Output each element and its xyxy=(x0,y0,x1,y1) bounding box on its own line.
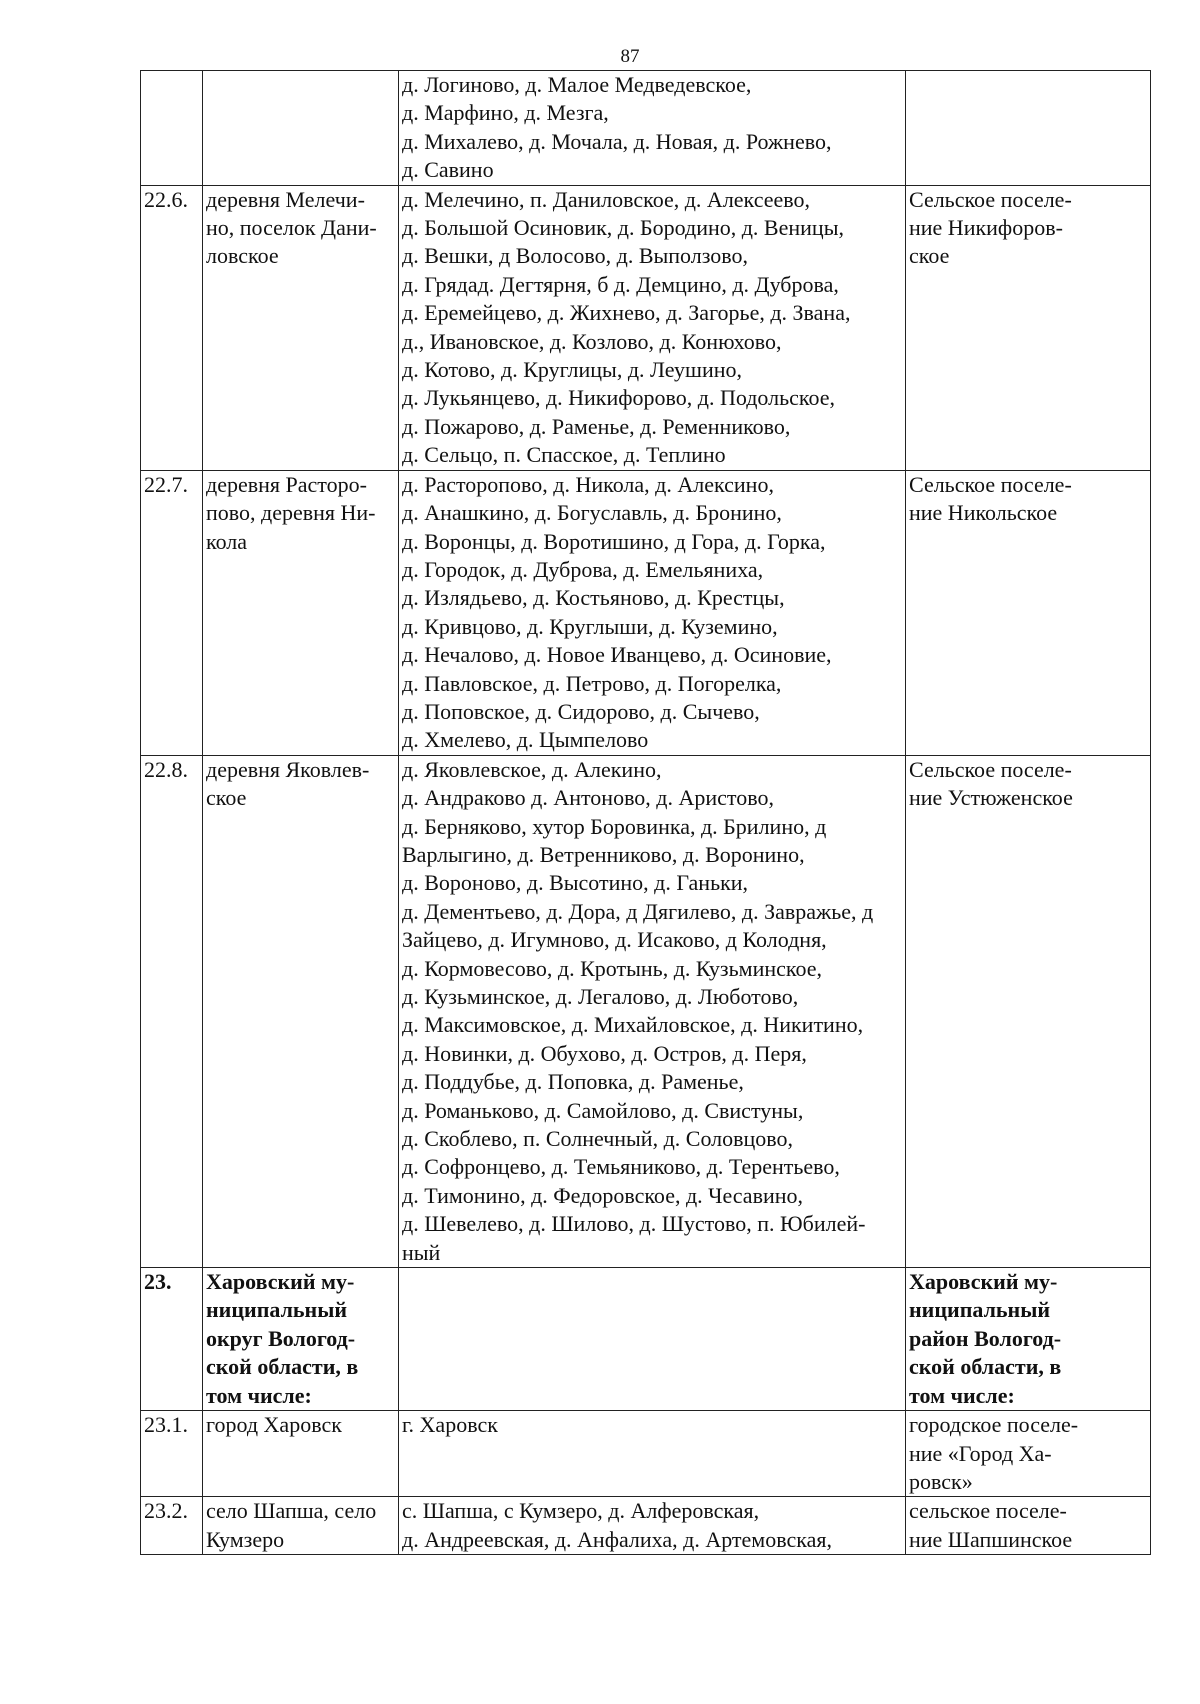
cell-line: д. Павловское, д. Петрово, д. Погорелка, xyxy=(402,670,782,696)
settlements-table xyxy=(140,70,1151,1555)
cell-line: д. Поповское, д. Сидорово, д. Сычево, xyxy=(402,698,760,724)
cell-line: городское поселе- xyxy=(909,1412,1079,1438)
cell-line: д. Яковлевское, д. Алекино, xyxy=(402,756,662,782)
cell-line: ровск» xyxy=(909,1468,973,1494)
cell-line: д. Шевелево, д. Шилово, д. Шустово, п. Юбилей- xyxy=(402,1211,866,1237)
settlement-name-cell xyxy=(203,1497,399,1555)
cell-line: ный xyxy=(402,1239,441,1265)
cell-line: д. Поддубье, д. Поповка, д. Раменье, xyxy=(402,1069,744,1095)
row-number-cell: 23.2. xyxy=(141,1497,203,1555)
cell-line: деревня Расторо- xyxy=(206,471,367,497)
row-number-cell: 22.8. xyxy=(141,755,203,1267)
settlement-name-cell xyxy=(203,755,399,1267)
cell-line: Кумзеро xyxy=(206,1526,285,1552)
cell-line: д. Логиново, д. Малое Медведевское, xyxy=(402,72,752,97)
row-number-cell: 22.7. xyxy=(141,470,203,755)
cell-line: том числе: xyxy=(206,1382,312,1408)
cell-line: д. Максимовское, д. Михайловское, д. Никитино, xyxy=(402,1012,864,1038)
cell-line: г. Харовск xyxy=(402,1412,498,1438)
cell-line: ние Шапшинское xyxy=(909,1526,1073,1552)
former-status-cell xyxy=(906,470,1151,755)
cell-line: д. Хмелево, д. Цымпелово xyxy=(402,727,649,753)
places-list-cell xyxy=(399,1497,906,1555)
places-list-cell xyxy=(399,755,906,1267)
former-status-cell xyxy=(906,1497,1151,1555)
cell-line: д. Вороново, д. Высотино, д. Ганьки, xyxy=(402,870,749,896)
settlement-name-cell xyxy=(203,1268,399,1411)
cell-line: д. Кормовесово, д. Кротынь, д. Кузьминское, xyxy=(402,955,822,981)
cell-line: сельское поселе- xyxy=(909,1498,1067,1524)
cell-line: д. Лукьянцево, д. Никифорово, д. Подольское, xyxy=(402,385,835,411)
cell-line: ской области, в xyxy=(206,1354,359,1380)
cell-line: д., Ивановское, д. Козлово, д. Конюхово, xyxy=(402,328,782,354)
cell-line: д. Михалево, д. Мочала, д. Новая, д. Рожнево, xyxy=(402,128,832,154)
cell-line: Зайцево, д. Игумново, д. Исаково, д Колодня, xyxy=(402,927,827,953)
cell-line: ние «Город Ха- xyxy=(909,1440,1052,1466)
cell-line: деревня Мелечи- xyxy=(206,186,365,212)
cell-line: д. Берняково, хутор Боровинка, д. Брилино, д xyxy=(402,813,827,839)
cell-line: д. Еремейцево, д. Жихнево, д. Загорье, д. Звана, xyxy=(402,300,851,326)
cell-line: д. Вешки, д Волосово, д. Выползово, xyxy=(402,243,749,269)
row-number-cell: 23. xyxy=(141,1268,203,1411)
cell-line: ние Никольское xyxy=(909,500,1058,526)
places-list-cell xyxy=(399,470,906,755)
cell-line: д. Андраково д. Антоново, д. Аристово, xyxy=(402,785,774,811)
places-list-cell xyxy=(399,1268,906,1411)
cell-line: Сельское поселе- xyxy=(909,756,1072,782)
cell-line: ское xyxy=(909,243,950,269)
cell-line: деревня Яковлев- xyxy=(206,756,370,782)
cell-line: д. Дементьево, д. Дора, д Дягилево, д. Завражье, д xyxy=(402,898,874,924)
cell-line: Сельское поселе- xyxy=(909,471,1072,497)
cell-line: ние Никифоров- xyxy=(909,215,1063,241)
cell-line: ское xyxy=(206,785,247,811)
cell-line: Харовский му- xyxy=(909,1269,1058,1295)
cell-line: д. Нечалово, д. Новое Иванцево, д. Осиновие, xyxy=(402,642,832,668)
page-number: 87 xyxy=(620,46,640,67)
cell-line: д. Мелечино, п. Даниловское, д. Алексеево, xyxy=(402,186,810,212)
cell-line: д. Тимонино, д. Федоровское, д. Чесавино, xyxy=(402,1182,804,1208)
settlement-name-cell xyxy=(203,470,399,755)
cell-line: с. Шапша, с Кумзеро, д. Алферовская, xyxy=(402,1498,760,1524)
cell-line: д. Котово, д. Круглицы, д. Леушино, xyxy=(402,357,743,383)
cell-line: д. Расторопово, д. Никола, д. Алексино, xyxy=(402,471,774,497)
cell-line: село Шапша, село xyxy=(206,1498,377,1524)
places-list-cell xyxy=(399,1411,906,1497)
settlement-name-cell xyxy=(203,185,399,470)
cell-line: ловское xyxy=(206,243,279,269)
settlement-name-cell xyxy=(203,71,399,186)
cell-line: д. Кузьминское, д. Легалово, д. Люботово, xyxy=(402,984,799,1009)
cell-line: д. Излядьево, д. Костьяново, д. Крестцы, xyxy=(402,585,785,611)
cell-line: д. Городок, д. Дуброва, д. Емельяниха, xyxy=(402,556,764,582)
row-number-cell: 22.6. xyxy=(141,185,203,470)
places-list-cell xyxy=(399,185,906,470)
cell-line: д. Софронцево, д. Темьяниково, д. Терентьево, xyxy=(402,1154,840,1180)
cell-line: д. Сельцо, п. Спасское, д. Теплино xyxy=(402,442,726,468)
former-status-cell xyxy=(906,1268,1151,1411)
cell-line: город Харовск xyxy=(206,1412,342,1438)
table-row xyxy=(141,71,1151,186)
places-list-cell xyxy=(399,71,906,186)
former-status-cell xyxy=(906,1411,1151,1497)
cell-line: д. Анашкино, д. Богуславль, д. Бронино, xyxy=(402,500,782,526)
cell-line: округ Вологод- xyxy=(206,1325,356,1351)
settlement-name-cell xyxy=(203,1411,399,1497)
cell-line: ние Устюженское xyxy=(909,785,1073,811)
former-status-cell xyxy=(906,755,1151,1267)
cell-line: Сельское поселе- xyxy=(909,186,1072,212)
cell-line: д. Скоблево, п. Солнечный, д. Соловцово, xyxy=(402,1126,794,1152)
cell-line: д. Андреевская, д. Анфалиха, д. Артемовская, xyxy=(402,1526,832,1552)
former-status-cell xyxy=(906,71,1151,186)
table-row xyxy=(141,185,1151,470)
cell-line: д. Грядад. Дегтярня, б д. Демцино, д. Дуброва, xyxy=(402,271,839,297)
cell-line: пово, деревня Ни- xyxy=(206,500,376,526)
table-row xyxy=(141,470,1151,755)
cell-line: том числе: xyxy=(909,1382,1015,1408)
cell-line: д. Савино xyxy=(402,157,494,183)
cell-line: но, поселок Дани- xyxy=(206,215,377,241)
cell-line: д. Пожарово, д. Раменье, д. Ременниково, xyxy=(402,413,791,439)
cell-line: кола xyxy=(206,528,248,554)
former-status-cell xyxy=(906,185,1151,470)
table-row xyxy=(141,1411,1151,1497)
cell-line: д. Марфино, д. Мезга, xyxy=(402,100,609,126)
cell-line: д. Новинки, д. Обухово, д. Остров, д. Перя, xyxy=(402,1040,807,1066)
cell-line: Харовский му- xyxy=(206,1269,355,1295)
table-body xyxy=(141,71,1151,1555)
row-number-cell: 23.1. xyxy=(141,1411,203,1497)
cell-line: Варлыгино, д. Ветренниково, д. Воронино, xyxy=(402,841,805,867)
table-row xyxy=(141,1497,1151,1555)
cell-line: д. Кривцово, д. Круглыши, д. Куземино, xyxy=(402,613,778,639)
cell-line: д. Романьково, д. Самойлово, д. Свистуны, xyxy=(402,1097,804,1123)
cell-line: ниципальный xyxy=(206,1297,348,1323)
cell-line: д. Воронцы, д. Воротишино, д Гора, д. Горка, xyxy=(402,528,826,554)
row-number-cell xyxy=(141,71,203,186)
cell-line: ниципальный xyxy=(909,1297,1051,1323)
table-row xyxy=(141,1268,1151,1411)
cell-line: д. Большой Осиновик, д. Бородино, д. Веницы, xyxy=(402,215,844,241)
cell-line: ской области, в xyxy=(909,1354,1062,1380)
table-row xyxy=(141,755,1151,1267)
cell-line: район Вологод- xyxy=(909,1325,1062,1351)
